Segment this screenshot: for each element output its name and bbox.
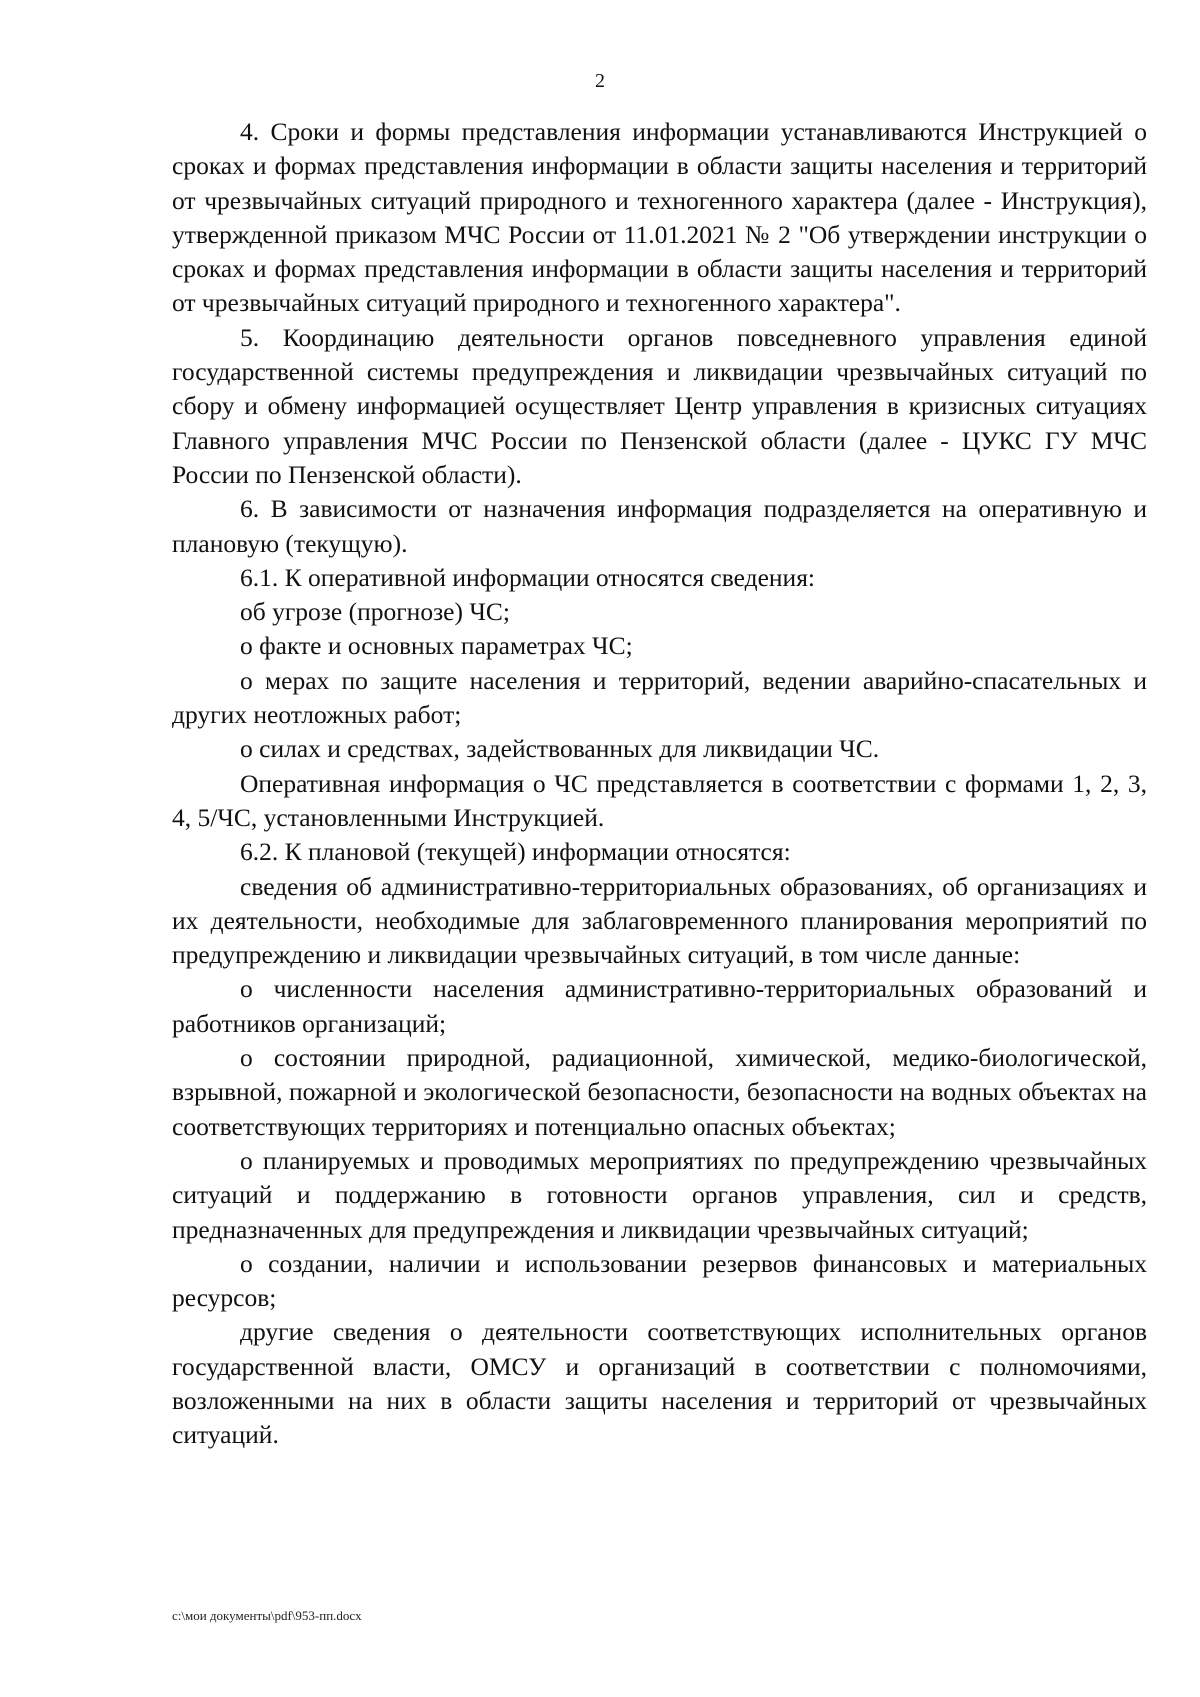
list-item-fact-parameters: о факте и основных параметрах ЧС; [240, 631, 633, 661]
document-body [172, 115, 1147, 1453]
paragraph-item-6-2-planned-info: 6.2. К плановой (текущей) информации относятся: [240, 837, 791, 867]
list-item-planned-measures: о планируемых и проводимых мероприятиях по предупреждению чрезвычайных ситуаций и поддержанию в готовности органов управления, сил и средств, предназначенных для предупреждения и ликвидации чрезвычайных ситуаций; [172, 1145, 1147, 1244]
list-item-threat-forecast: об угрозе (прогнозе) ЧС; [240, 597, 510, 627]
page-number: 2 [595, 70, 605, 92]
list-item-administrative-data: сведения об административно-территориальных образованиях, об организациях и их деятельности, необходимые для заблаговременного планирования мероприятий по предупреждению и ликвидации чрезвычайных ситуаций, в том числе данные: [172, 871, 1147, 970]
footer-file-path: c:\мои документы\pdf\953-пп.docx [172, 1608, 362, 1623]
list-item-population: о численности населения административно-территориальных образований и работников организаций; [172, 974, 1147, 1038]
list-item-forces-means: о силах и средствах, задействованных для ликвидации ЧС. [240, 734, 880, 764]
paragraph-item-6-information-types: 6. В зависимости от назначения информация подразделяется на оперативную и плановую (текущую). [172, 494, 1147, 558]
paragraph-item-4-reporting-deadlines: 4. Сроки и формы представления информации устанавливаются Инструкцией о сроках и формах представления информации в области защиты населения и территорий от чрезвычайных ситуаций природного и техногенного характера (далее - Инструкция), утвержденной приказом МЧС России от 11.01.2021 № 2 "Об утверждении инструкции о сроках и формах представления информации в области защиты населения и территорий от чрезвычайных ситуаций природного и техногенного характера". [172, 117, 1147, 318]
list-item-reserves: о создании, наличии и использовании резервов финансовых и материальных ресурсов; [172, 1248, 1147, 1313]
paragraph-operational-forms: Оперативная информация о ЧС представляется в соответствии с формами 1, 2, 3, 4, 5/ЧС, установленными Инструкцией. [172, 768, 1147, 832]
list-item-safety-state: о состоянии природной, радиационной, химической, медико-биологической, взрывной, пожарной и экологической безопасности, безопасности на водных объектах на соответствующих территориях и потенциально опасных объектах; [172, 1043, 1147, 1141]
list-item-other-information: другие сведения о деятельности соответствующих исполнительных органов государственной власти, ОМСУ и организаций в соответствии с полномочиями, возложенными на них в области защиты населения и территорий от чрезвычайных ситуаций. [172, 1317, 1147, 1450]
paragraph-item-6-1-operational-info: 6.1. К оперативной информации относятся сведения: [240, 562, 816, 592]
list-item-protection-measures: о мерах по защите населения и территорий, ведении аварийно-спасательных и других неотложных работ; [172, 665, 1147, 730]
paragraph-item-5-coordination: 5. Координацию деятельности органов повседневного управления единой государственной системы предупреждения и ликвидации чрезвычайных ситуаций по сбору и обмену информацией осуществляет Центр управления в кризисных ситуациях Главного управления МЧС России по Пензенской области (далее - ЦУКС ГУ МЧС России по Пензенской области). [172, 322, 1147, 489]
